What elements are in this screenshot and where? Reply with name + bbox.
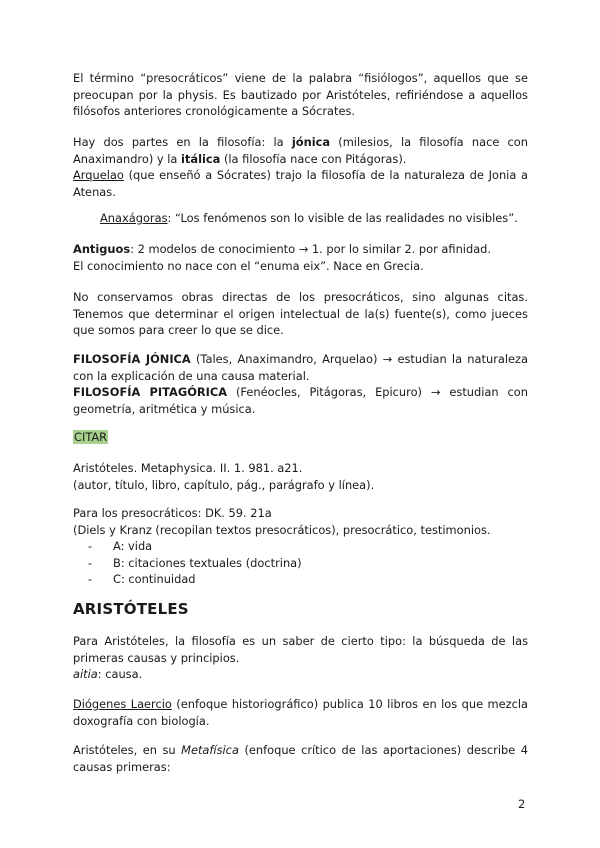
citar-label [73,429,528,446]
term-jonica: jónica [291,135,331,149]
paragraph-antiguos: Antiguos: 2 modelos de conocimiento → 1. por lo similar 2. por afinidad. El conocimiento no nace con el “enuma eix”. Nace en Grecia. [73,242,492,273]
name-diogenes: Diógenes Laercio [73,697,172,711]
term-antiguos: Antiguos [73,242,131,256]
heading-aristoteles: ARISTÓTELES [73,600,189,618]
dash-bullet: - [88,539,93,553]
term-filosofia-pitagorica: FILOSOFÍA PITAGÓRICA [73,385,228,399]
dash-bullet: - [88,572,93,586]
paragraph-dos-partes: Hay dos partes en la filosofía: la jónica (milesios, la filosofía nace con Anaximandro) y la itálica (la filosofía nace con Pitágoras). Arquelao (que enseñó a Sócrates) trajo la filosofía de la naturaleza de Jonia a Atenas. [73,135,528,199]
paragraph-cita-ejemplo: Aristóteles. Metaphysica. II. 1. 981. a21. (autor, título, libro, capítulo, pág., parágrafo y línea). [73,461,375,492]
name-arquelao: Arquelao [73,168,124,182]
paragraph-text: El término “presocráticos” viene de la palabra “fisiólogos”, aquellos que se preocupan por la physis. Es bautizado por Aristóteles, refiriéndose a aquellos filósofos anteriores cronológicamente a Sócrates. [73,71,528,118]
paragraph-diogenes: Diógenes Laercio (enfoque historiográfico) publica 10 libros en los que mezcla doxografía con biología. [73,697,528,728]
list-item: - B: citaciones textuales (doctrina) [88,555,302,570]
dash-bullet: - [88,555,93,570]
paragraph-aristoteles-filosofia: Para Aristóteles, la filosofía es un saber de cierto tipo: la búsqueda de las primeras causas y principios. aitia: causa. [73,634,528,681]
paragraph-presocraticos [73,70,528,120]
paragraph-filosofias: FILOSOFÍA JÓNICA (Tales, Anaximandro, Arquelao) → estudian la naturaleza con la explicación de una causa material. FILOSOFÍA PITAGÓRICA (Fenéocles, Pitágoras, Epicuro) → estudian con geometría, aritmética y música. [73,352,528,416]
paragraph-obras: No conservamos obras directas de los presocráticos, sino algunas citas. Tenemos que determinar el origen intelectual de la(s) fuente(s), como jueces que somos para creer lo que se dice. [73,290,528,337]
dk-list [73,538,528,588]
citar-highlight: CITAR [74,430,108,444]
list-item: - C: continuidad [88,572,196,586]
term-aitia: aitia [73,667,98,681]
paragraph-metafisica: Aristóteles, en su Metafísica (enfoque crítico de las aportaciones) describe 4 causas primeras: [73,743,528,774]
list-item: - A: vida [88,539,153,553]
term-filosofia-jonica: FILOSOFÍA JÓNICA [73,352,191,366]
name-anaxagoras: Anaxágoras [100,211,168,225]
paragraph-dk: Para los presocráticos: DK. 59. 21a (Diels y Kranz (recopilan textos presocráticos), presocrático, testimonios. - A: vida - B: citaciones textuales (doctrina) - C: continuidad [73,505,528,588]
title-metafisica: Metafísica [181,743,239,757]
page-number: 2 [518,797,526,811]
quote-anaxagoras: Anaxágoras: “Los fenómenos son lo visible de las realidades no visibles”. [100,211,518,225]
term-italica: itálica [181,151,221,166]
